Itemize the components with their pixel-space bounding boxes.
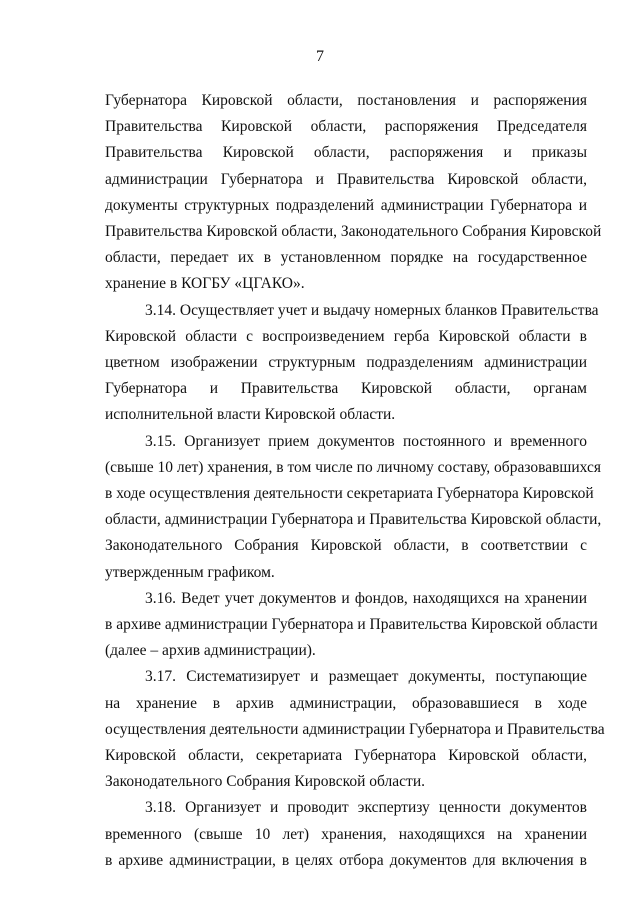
text-line: области, администрации Губернатора и Правительства Кировской области, <box>105 511 602 529</box>
text-line: Кировской области с воспроизведением герба Кировской области в <box>105 327 587 345</box>
text-line: (далее – архив администрации). <box>105 642 316 660</box>
text-line: Губернатора Кировской области, постановления и распоряжения <box>105 92 587 109</box>
text-line: 3.17. Систематизирует и размещает документы, поступающие <box>145 668 587 686</box>
text-line: Кировской области, секретариата Губернатора Кировской области, <box>105 747 587 765</box>
text-line: Законодательного Собрания Кировской области. <box>105 773 425 791</box>
text-line: временного (свыше 10 лет) хранения, находящихся на хранении <box>105 825 587 843</box>
text-line: области, передает их в установленном порядке на государственное <box>105 249 587 267</box>
paragraph-continuation <box>105 88 602 298</box>
text-line: документы структурных подразделений администрации Губернатора и <box>105 196 587 214</box>
text-line: цветном изображении структурным подразделениям администрации <box>105 354 587 372</box>
paragraph-3-15 <box>105 429 602 586</box>
text-line: Правительства Кировской области, распоряжения и приказы <box>105 144 587 162</box>
text-line: 3.15. Организует прием документов постоянного и временного <box>145 432 587 450</box>
text-line: 3.18. Организует и проводит экспертизу ценности документов <box>145 799 587 817</box>
text-line: 3.16. Ведет учет документов и фондов, находящихся на хранении <box>145 589 587 607</box>
text-line: в архиве администрации Губернатора и Правительства Кировской области <box>105 616 598 634</box>
text-line: администрации Губернатора и Правительства Кировской области, <box>105 170 587 188</box>
text-line: Губернатора и Правительства Кировской области, органам <box>105 380 587 398</box>
text-line: (свыше 10 лет) хранения, в том числе по личному составу, образовавшихся <box>105 458 601 476</box>
text-line: осуществления деятельности администрации Губернатора и Правительства <box>105 720 605 738</box>
text-line: Правительства Кировской области, Законодательного Собрания Кировской <box>105 223 602 241</box>
paragraph-3-16 <box>105 586 598 665</box>
document-body <box>105 88 605 874</box>
text-line: в ходе осуществления деятельности секретариата Губернатора Кировской <box>105 485 594 503</box>
text-line: исполнительной власти Кировской области. <box>105 406 396 424</box>
paragraph-3-14 <box>105 298 599 429</box>
paragraph-3-17 <box>105 664 605 795</box>
text-line: 3.14. Осуществляет учет и выдачу номерных бланков Правительства <box>145 301 599 319</box>
text-line: на хранение в архив администрации, образовавшиеся в ходе <box>105 694 587 712</box>
text-line: Законодательного Собрания Кировской области, в соответствии с <box>105 537 587 555</box>
text-line: в архиве администрации, в целях отбора документов для включения в <box>105 851 587 869</box>
text-line: Правительства Кировской области, распоряжения Председателя <box>105 118 587 136</box>
page-number: 7 <box>316 48 324 65</box>
text-line: хранение в КОГБУ «ЦГАКО». <box>105 275 305 293</box>
text-line: утвержденным графиком. <box>105 563 275 581</box>
paragraph-3-18 <box>105 795 587 874</box>
